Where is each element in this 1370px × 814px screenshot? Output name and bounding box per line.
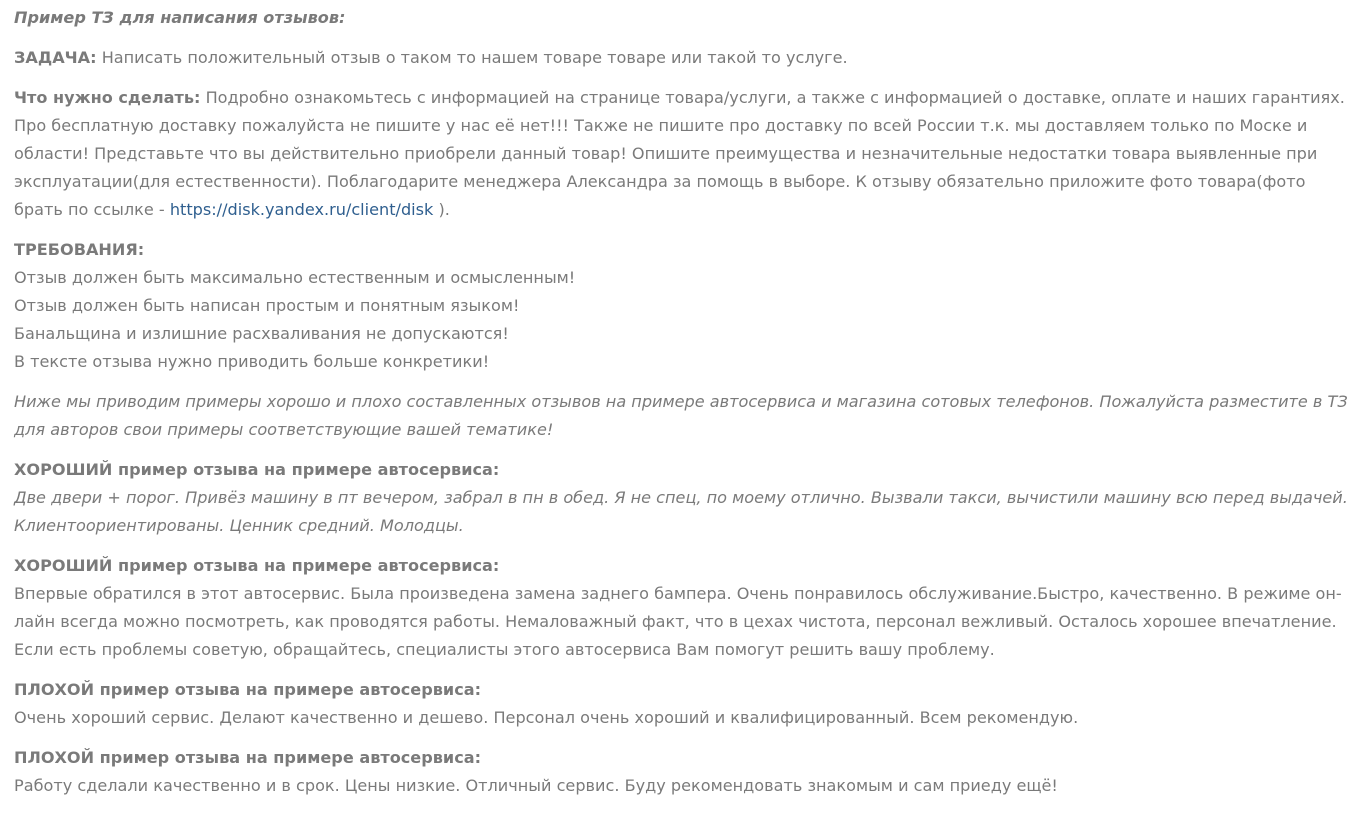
example-heading: ХОРОШИЙ пример отзыва на примере автосервиса: xyxy=(14,460,500,479)
example-block xyxy=(14,552,1350,664)
todo-text: Подробно ознакомьтесь с информацией на странице товара/услуги, а также с информацией о доставке, оплате и наших гарантиях. Про бесплатную доставку пожалуйста не пишите у нас её нет!!! Также не пишите про доставку по всей России т.к. мы доставляем только по Моске и области! Представьте что вы действительно приобрели данный товар! Опишите преимущества и незначительные недостатки товара выявленные при эксплуатации(для естественности). Поблагодарите менеджера Александра за помощь в выборе. К отзыву обязательно приложите фото товара(фото брать по ссылке - xyxy=(14,88,1345,219)
doc-title-text: Пример ТЗ для написания отзывов: xyxy=(14,8,346,27)
example-heading: ПЛОХОЙ пример отзыва на примере автосервиса: xyxy=(14,680,482,699)
task-label: ЗАДАЧА: xyxy=(14,48,97,67)
requirement-item: В тексте отзыва нужно приводить больше конкретики! xyxy=(14,352,490,371)
requirements-label: ТРЕБОВАНИЯ: xyxy=(14,240,145,259)
example-text: Две двери + порог. Привёз машину в пт вечером, забрал в пн в обед. Я не спец, по моему отлично. Вызвали такси, вычистили машину всю перед выдачей. Клиентоориентированы. Ценник средний. Молодцы. xyxy=(14,488,1348,535)
todo-after: ). xyxy=(433,200,450,219)
requirements-block xyxy=(14,236,1350,376)
task-paragraph xyxy=(14,44,1350,72)
todo-label: Что нужно сделать: xyxy=(14,88,201,107)
example-text: Очень хороший сервис. Делают качественно и дешево. Персонал очень хороший и квалифицированный. Всем рекомендую. xyxy=(14,708,1079,727)
requirement-item: Отзыв должен быть максимально естественным и осмысленным! xyxy=(14,268,576,287)
example-block xyxy=(14,744,1350,800)
example-text: Работу сделали качественно и в срок. Цены низкие. Отличный сервис. Буду рекомендовать знакомым и сам приеду ещё! xyxy=(14,776,1058,795)
example-block xyxy=(14,676,1350,732)
examples-note: Ниже мы приводим примеры хорошо и плохо составленных отзывов на примере автосервиса и магазина сотовых телефонов. Пожалуйста разместите в ТЗ для авторов свои примеры соответствующие вашей тематике! xyxy=(14,392,1348,439)
example-heading: ПЛОХОЙ пример отзыва на примере автосервиса: xyxy=(14,748,482,767)
example-block xyxy=(14,456,1350,540)
doc-title xyxy=(14,4,1350,32)
task-text: Написать положительный отзыв о таком то нашем товаре товаре или такой то услуге. xyxy=(96,48,848,67)
requirement-item: Отзыв должен быть написан простым и понятным языком! xyxy=(14,296,520,315)
todo-paragraph xyxy=(14,84,1350,224)
example-heading: ХОРОШИЙ пример отзыва на примере автосервиса: xyxy=(14,556,500,575)
example-text: Впервые обратился в этот автосервис. Была произведена замена заднего бампера. Очень понравилось обслуживание.Быстро, качественно. В режиме он-лайн всегда можно посмотреть, как проводятся работы. Немаловажный факт, что в цехах чистота, персонал вежливый. Осталось хорошее впечатление. Если есть проблемы советую, обращайтесь, специалисты этого автосервиса Вам помогут решить вашу проблему. xyxy=(14,584,1342,659)
yandex-disk-link[interactable]: https://disk.yandex.ru/client/disk xyxy=(169,200,434,219)
requirement-item: Банальщина и излишние расхваливания не допускаются! xyxy=(14,324,509,343)
